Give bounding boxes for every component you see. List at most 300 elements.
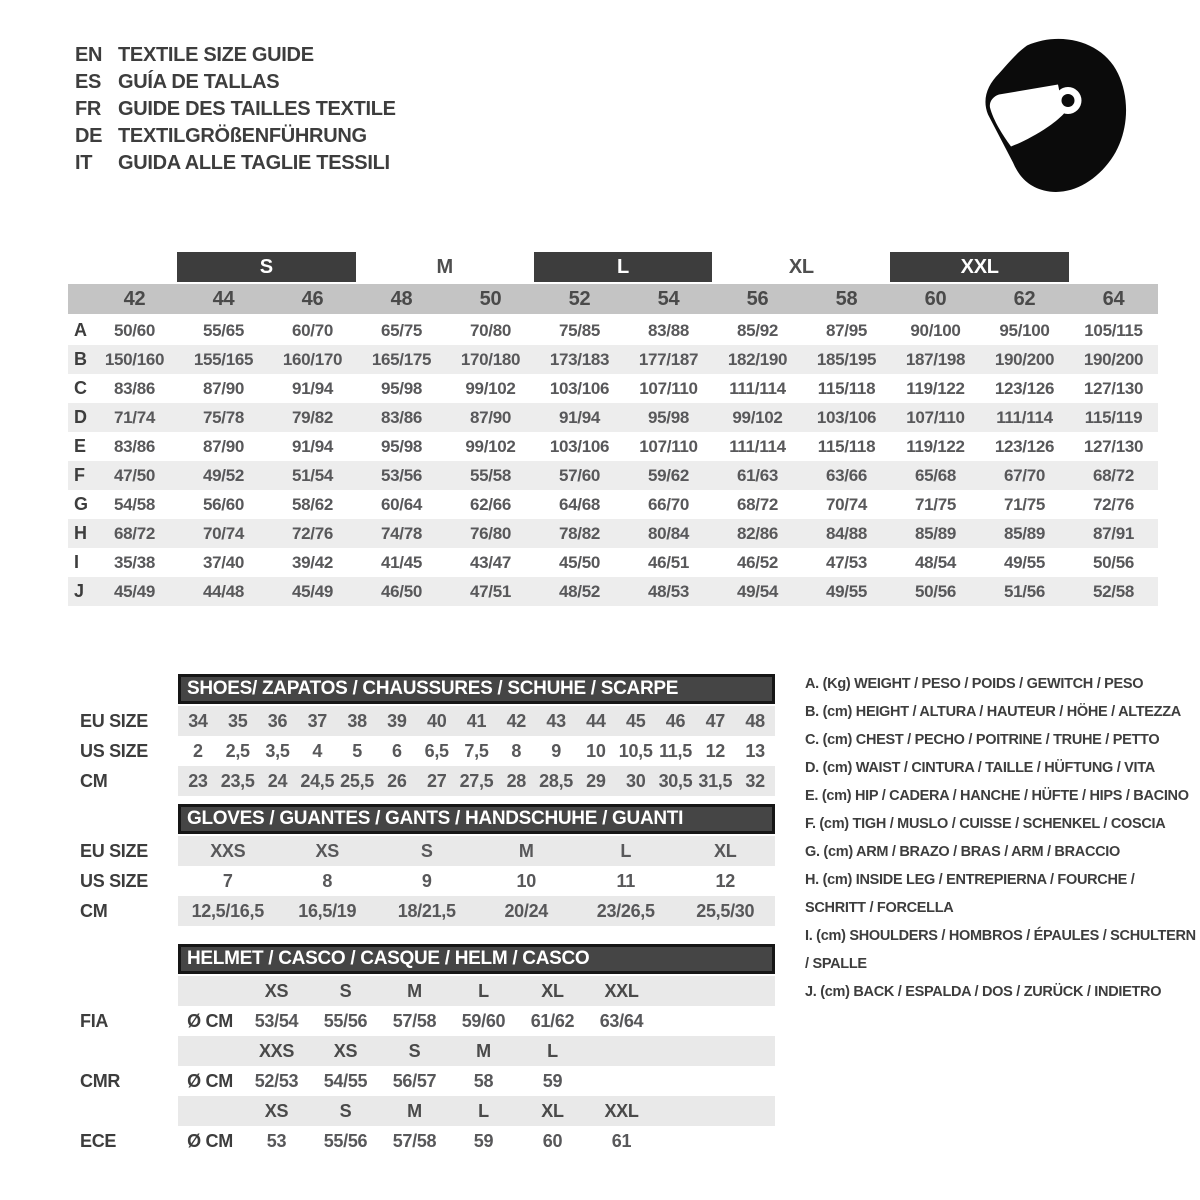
size-value-cell: 72/76 [291, 524, 334, 543]
size-value-cell: 173/183 [549, 350, 610, 369]
legend-item: G. (cm) ARM / BRAZO / BRAS / ARM / BRACCIO [805, 844, 1120, 860]
size-value-cell: 79/82 [291, 408, 334, 427]
legend-item: A. (Kg) WEIGHT / PESO / POIDS / GEWITCH / PESO [805, 676, 1144, 692]
size-value-cell: 52/53 [254, 1071, 299, 1091]
helmet-size-label: XL [541, 1101, 564, 1121]
size-value-cell: 11 [616, 871, 635, 891]
language-title: TEXTILGRÖßENFÜHRUNG [118, 125, 367, 147]
size-value-cell: 44/48 [202, 582, 245, 601]
size-value-cell: 99/102 [465, 379, 516, 398]
size-value-cell: 37 [307, 711, 327, 731]
legend-item: F. (cm) TIGH / MUSLO / CUISSE / SCHENKEL / COSCIA [805, 816, 1166, 832]
size-value-cell: 85/89 [1003, 524, 1046, 543]
row-values [178, 1096, 775, 1126]
size-value-cell: 55/65 [202, 321, 245, 340]
language-code: FR [75, 98, 102, 120]
shoesRows-row-1 [68, 736, 775, 766]
size-value-cell: 8 [322, 871, 333, 891]
main-row-E [68, 432, 1158, 461]
gloves-table-title: GLOVES / GUANTES / GANTS / HANDSCHUHE / GUANTI [178, 804, 775, 834]
size-value-cell: 115/119 [1084, 408, 1143, 427]
size-band-XL: XL [788, 256, 814, 278]
legend-item: I. (cm) SHOULDERS / HOMBROS / ÉPAULES / SCHULTERN / SPALLE [805, 928, 1196, 972]
row-label: EU SIZE [80, 841, 148, 861]
size-value-cell: 44 [586, 711, 606, 731]
unit-spacer [178, 1096, 242, 1126]
measurement-legend [805, 670, 1197, 1006]
language-code: ES [75, 71, 102, 93]
size-value-cell: 58/62 [291, 495, 334, 514]
size-value-cell: 39 [387, 711, 407, 731]
size-value-cell: 52/58 [1092, 582, 1135, 601]
standard-label: FIA [80, 1011, 109, 1031]
size-value-cell: 41 [466, 711, 487, 731]
size-value-cell: 51/54 [291, 466, 334, 485]
size-value-cell: 24,5 [300, 771, 335, 791]
size-value-cell: 123/126 [994, 379, 1055, 398]
helmet-sizes-row-FIA [68, 976, 775, 1006]
helmet-size-label: M [476, 1041, 491, 1061]
size-value-cell: 170/180 [460, 350, 521, 369]
size-value-cell: 7,5 [464, 741, 489, 761]
size-value-cell: 68/72 [736, 495, 779, 514]
helmet-size-label: XXL [604, 981, 639, 1001]
size-value-cell: 71/74 [113, 408, 156, 427]
size-value-cell: 107/110 [639, 379, 698, 398]
size-value-cell: 55/56 [323, 1131, 368, 1151]
size-value-cell: 37/40 [202, 553, 245, 572]
size-value-cell: S [420, 841, 433, 861]
size-value-cell: 71/75 [914, 495, 957, 514]
size-value-cell: 82/86 [736, 524, 779, 543]
size-value-cell: 61 [611, 1131, 632, 1151]
size-value-cell: 48/54 [914, 553, 957, 572]
size-value-cell: 43/47 [469, 553, 512, 572]
size-value-cell: 47/50 [113, 466, 156, 485]
row-values [178, 1036, 775, 1066]
language-title: GUIDA ALLE TAGLIE TESSILI [118, 152, 390, 174]
size-value-cell: 59/62 [647, 466, 690, 485]
numeric-size-label: 54 [657, 288, 680, 310]
row-label: A [74, 320, 87, 340]
size-value-cell: 87/90 [469, 408, 512, 427]
size-value-cell: 46/52 [736, 553, 779, 572]
size-value-cell: 45 [625, 711, 646, 731]
row-label: CM [80, 901, 108, 921]
helmet-size-label: XS [333, 1041, 358, 1061]
language-row [75, 123, 396, 150]
size-value-cell: 83/86 [113, 379, 156, 398]
size-value-cell: 35/38 [113, 553, 156, 572]
diameter-unit-label: Ø CM [187, 1011, 233, 1031]
language-row [75, 42, 396, 69]
row-values [178, 1006, 775, 1036]
language-title: GUÍA DE TALLAS [118, 71, 280, 93]
helmet-size-label: S [408, 1041, 421, 1061]
row-values [178, 766, 775, 796]
size-value-cell: 87/90 [202, 437, 245, 456]
size-value-cell: 115/118 [817, 379, 876, 398]
size-value-cell: 47 [705, 711, 725, 731]
size-value-cell: 72/76 [1092, 495, 1135, 514]
language-row [75, 69, 396, 96]
size-value-cell: 83/88 [647, 321, 690, 340]
row-label: B [74, 349, 87, 369]
size-value-cell: 185/195 [816, 350, 877, 369]
size-value-cell: 91/94 [291, 437, 334, 456]
size-value-cell: 53/56 [380, 466, 423, 485]
size-value-cell: 12 [705, 741, 725, 761]
numeric-size-label: 44 [212, 288, 235, 310]
helmet-size-label: S [339, 981, 352, 1001]
size-value-cell: 56/60 [202, 495, 245, 514]
size-value-cell: 83/86 [380, 408, 423, 427]
size-value-cell: 56/57 [392, 1071, 437, 1091]
size-value-cell: 127/130 [1083, 379, 1144, 398]
language-title-list [75, 42, 396, 177]
helmet-icon [975, 28, 1135, 206]
size-value-cell: 40 [426, 711, 447, 731]
helmet-size-label: L [478, 1101, 489, 1121]
size-value-cell: 2,5 [225, 741, 250, 761]
size-value-cell: 30 [625, 771, 646, 791]
helmet-size-label: XXS [258, 1041, 295, 1061]
helmet-values-row-ECE [68, 1126, 775, 1156]
size-value-cell: 55/58 [469, 466, 512, 485]
size-value-cell: 9 [551, 741, 561, 761]
size-value-cell: 57/60 [558, 466, 601, 485]
size-value-cell: 48 [745, 711, 765, 731]
row-label: E [74, 436, 86, 456]
size-value-cell: 75/78 [202, 408, 245, 427]
size-value-cell: 60 [542, 1131, 563, 1151]
size-value-cell: M [518, 841, 534, 861]
helmet-sizes-row-ECE [68, 1096, 775, 1126]
main-row-B [68, 345, 1158, 374]
size-value-cell: 68/72 [113, 524, 156, 543]
size-value-cell: 10 [516, 871, 536, 891]
size-value-cell: 30,5 [658, 771, 693, 791]
size-value-cell: 47/51 [469, 582, 512, 601]
size-value-cell: 99/102 [732, 408, 783, 427]
size-value-cell: 28,5 [539, 771, 573, 791]
size-value-cell: 9 [421, 871, 432, 891]
size-value-cell: 103/106 [549, 379, 610, 398]
main-row-D [68, 403, 1158, 432]
size-value-cell: 46/50 [380, 582, 423, 601]
legend-item: E. (cm) HIP / CADERA / HANCHE / HÜFTE / HIPS / BACINO [805, 788, 1189, 804]
row-values [178, 896, 775, 926]
size-value-cell: 84/88 [825, 524, 868, 543]
size-value-cell: 7 [222, 871, 233, 891]
size-value-cell: 95/98 [380, 437, 423, 456]
size-value-cell: 28 [506, 771, 526, 791]
size-value-cell: 20/24 [504, 901, 549, 921]
size-value-cell: 50/56 [914, 582, 957, 601]
size-value-cell: 59/60 [461, 1011, 506, 1031]
size-value-cell: 61/63 [736, 466, 779, 485]
language-title: GUIDE DES TAILLES TEXTILE [118, 98, 396, 120]
size-value-cell: 27,5 [459, 771, 494, 791]
size-value-cell: 107/110 [906, 408, 965, 427]
size-value-cell: 187/198 [905, 350, 966, 369]
size-value-cell: 71/75 [1003, 495, 1046, 514]
size-value-cell: 190/200 [994, 350, 1055, 369]
size-value-cell: 95/98 [647, 408, 690, 427]
legend-item: H. (cm) INSIDE LEG / ENTREPIERNA / FOURCHE / SCHRITT / FORCELLA [805, 872, 1135, 916]
size-value-cell: 53/54 [254, 1011, 299, 1031]
size-value-cell: 58 [473, 1071, 494, 1091]
size-value-cell: 160/170 [282, 350, 343, 369]
row-label: H [74, 523, 87, 543]
size-value-cell: 50/56 [1092, 553, 1135, 572]
row-label: F [74, 465, 85, 485]
size-value-cell: 49/55 [825, 582, 868, 601]
numeric-size-row [68, 284, 1158, 314]
size-value-cell: 70/74 [825, 495, 868, 514]
numeric-size-label: 52 [568, 288, 591, 310]
helmet-size-label: M [407, 981, 422, 1001]
helmet-size-label: L [478, 981, 489, 1001]
size-value-cell: 64/68 [558, 495, 601, 514]
size-value-cell: 24 [267, 771, 288, 791]
size-value-cell: 10 [586, 741, 606, 761]
numeric-size-label: 62 [1013, 288, 1036, 310]
size-value-cell: 165/175 [371, 350, 432, 369]
row-label-spacer [68, 1036, 178, 1066]
legend-item: B. (cm) HEIGHT / ALTURA / HAUTEUR / HÖHE / ALTEZZA [805, 704, 1181, 720]
numeric-size-label: 46 [301, 288, 324, 310]
size-value-cell: 190/200 [1083, 350, 1144, 369]
size-value-cell: 10,5 [618, 741, 653, 761]
size-value-cell: 42 [506, 711, 526, 731]
main-row-H [68, 519, 1158, 548]
size-value-cell: 95/100 [999, 321, 1050, 340]
size-value-cell: 75/85 [558, 321, 601, 340]
size-value-cell: 63/64 [599, 1011, 644, 1031]
size-value-cell: 182/190 [727, 350, 788, 369]
row-label: G [74, 494, 88, 514]
size-value-cell: 103/106 [549, 437, 610, 456]
size-value-cell: 23/26,5 [596, 901, 655, 921]
size-value-cell: XL [714, 841, 737, 861]
main-row-J [68, 577, 1158, 606]
row-values [178, 736, 775, 766]
row-label: CM [80, 771, 108, 791]
size-value-cell: 66/70 [647, 495, 690, 514]
size-value-cell: 47/53 [825, 553, 868, 572]
legend-item: J. (cm) BACK / ESPALDA / DOS / ZURÜCK / INDIETRO [805, 984, 1162, 1000]
size-band-M: M [436, 256, 453, 278]
size-value-cell: 6,5 [424, 741, 449, 761]
size-value-cell: 87/91 [1092, 524, 1135, 543]
numeric-size-label: 64 [1102, 288, 1125, 310]
size-value-cell: 53 [266, 1131, 287, 1151]
main-row-G [68, 490, 1158, 519]
row-label: J [74, 581, 84, 601]
size-value-cell: 3,5 [265, 741, 290, 761]
row-label: EU SIZE [80, 711, 148, 731]
size-band-XXL: XXL [890, 252, 1068, 282]
size-value-cell: 8 [511, 741, 522, 761]
size-value-cell: 16,5/19 [298, 901, 357, 921]
language-code: DE [75, 125, 103, 147]
row-values [178, 1126, 775, 1156]
main-row-A [68, 316, 1158, 345]
size-value-cell: 65/68 [914, 466, 957, 485]
diameter-unit-label: Ø CM [187, 1131, 233, 1151]
size-value-cell: 49/55 [1003, 553, 1046, 572]
numeric-size-label: 50 [479, 288, 502, 310]
size-value-cell: 49/52 [202, 466, 245, 485]
standard-label: CMR [80, 1071, 121, 1091]
numeric-size-label: 58 [835, 288, 858, 310]
size-value-cell: 85/89 [914, 524, 957, 543]
row-label: D [74, 407, 87, 427]
unit-spacer [178, 1036, 242, 1066]
glovesRows-row-2 [68, 896, 775, 926]
legend-item: D. (cm) WAIST / CINTURA / TAILLE / HÜFTUNG / VITA [805, 760, 1155, 776]
size-value-cell: 45/49 [113, 582, 156, 601]
main-row-F [68, 461, 1158, 490]
size-value-cell: 90/100 [910, 321, 961, 340]
size-value-cell: 45/50 [558, 553, 601, 572]
size-value-cell: 62/66 [469, 495, 512, 514]
helmet-size-label: XL [541, 981, 564, 1001]
size-value-cell: 59 [473, 1131, 494, 1151]
size-value-cell: 25,5/30 [696, 901, 755, 921]
glovesRows-row-0 [68, 836, 775, 866]
size-value-cell: 63/66 [825, 466, 868, 485]
size-value-cell: 34 [188, 711, 208, 731]
helmet-values-row-FIA [68, 1006, 775, 1036]
size-value-cell: 23,5 [220, 771, 255, 791]
size-value-cell: 59 [542, 1071, 563, 1091]
size-value-cell: 39/42 [291, 553, 334, 572]
helmet-size-label: XS [264, 981, 289, 1001]
size-value-cell: 57/58 [392, 1131, 437, 1151]
shoesRows-row-0 [68, 706, 775, 736]
size-value-cell: 46/51 [647, 553, 690, 572]
size-value-cell: 38 [347, 711, 367, 731]
row-values [178, 976, 775, 1006]
size-band-row [88, 252, 1158, 282]
legend-item: C. (cm) CHEST / PECHO / POITRINE / TRUHE / PETTO [805, 732, 1160, 748]
size-value-cell: 29 [586, 771, 606, 791]
size-value-cell: 70/74 [202, 524, 245, 543]
helmet-size-label: L [547, 1041, 558, 1061]
size-value-cell: 103/106 [816, 408, 877, 427]
size-value-cell: 48/52 [558, 582, 601, 601]
language-title: TEXTILE SIZE GUIDE [118, 44, 314, 66]
language-code: EN [75, 44, 103, 66]
size-value-cell: 150/160 [104, 350, 165, 369]
size-value-cell: 46 [665, 711, 686, 731]
size-value-cell: 55/56 [323, 1011, 368, 1031]
size-value-cell: 119/122 [906, 379, 965, 398]
size-value-cell: 41/45 [380, 553, 423, 572]
numeric-size-label: 42 [123, 288, 146, 310]
row-values [178, 706, 775, 736]
size-value-cell: 65/75 [380, 321, 423, 340]
size-value-cell: 45/49 [291, 582, 334, 601]
size-value-cell: 74/78 [380, 524, 423, 543]
size-value-cell: 57/58 [392, 1011, 437, 1031]
row-label: I [74, 552, 79, 572]
size-value-cell: 119/122 [906, 437, 965, 456]
numeric-size-label: 56 [746, 288, 769, 310]
size-value-cell: 80/84 [647, 524, 690, 543]
size-value-cell: 50/60 [113, 321, 156, 340]
size-value-cell: 18/21,5 [397, 901, 456, 921]
size-value-cell: 70/80 [469, 321, 512, 340]
language-row [75, 96, 396, 123]
helmet-size-label: M [407, 1101, 422, 1121]
size-value-cell: 127/130 [1083, 437, 1144, 456]
size-value-cell: 99/102 [465, 437, 516, 456]
visor-pivot-dot [1062, 94, 1075, 107]
numeric-size-spacer [68, 284, 90, 314]
size-value-cell: 107/110 [639, 437, 698, 456]
helmet-sizes-row-CMR [68, 1036, 775, 1066]
row-values [178, 866, 775, 896]
size-value-cell: 177/187 [638, 350, 699, 369]
size-band-L: L [534, 252, 712, 282]
glovesRows-row-1 [68, 866, 775, 896]
size-value-cell: 60/64 [380, 495, 423, 514]
row-values [178, 836, 775, 866]
row-label: C [74, 378, 87, 398]
size-value-cell: XS [315, 841, 339, 861]
size-value-cell: 54/58 [113, 495, 156, 514]
size-value-cell: 155/165 [193, 350, 254, 369]
size-value-cell: 12 [715, 871, 735, 891]
size-value-cell: 85/92 [736, 321, 779, 340]
size-value-cell: 95/98 [380, 379, 423, 398]
size-value-cell: 111/114 [996, 408, 1053, 427]
size-value-cell: 111/114 [729, 379, 786, 398]
size-value-cell: 23 [188, 771, 208, 791]
row-label-spacer [68, 976, 178, 1006]
size-value-cell: 60/70 [291, 321, 334, 340]
numeric-size-label: 48 [390, 288, 413, 310]
size-value-cell: 31,5 [698, 771, 733, 791]
size-value-cell: 87/95 [825, 321, 868, 340]
main-row-I [68, 548, 1158, 577]
helmet-table-title: HELMET / CASCO / CASQUE / HELM / CASCO [178, 944, 775, 974]
size-value-cell: 49/54 [736, 582, 779, 601]
size-value-cell: 61/62 [530, 1011, 575, 1031]
size-value-cell: L [620, 841, 632, 861]
size-value-cell: 11,5 [659, 741, 692, 761]
helmet-size-label: XS [264, 1101, 289, 1121]
helmet-values-row-CMR [68, 1066, 775, 1096]
size-value-cell: 48/53 [647, 582, 690, 601]
language-code: IT [75, 152, 93, 174]
size-value-cell: 12,5/16,5 [191, 901, 264, 921]
size-value-cell: 36 [267, 711, 288, 731]
size-value-cell: 83/86 [113, 437, 156, 456]
size-value-cell: 105/115 [1084, 321, 1143, 340]
size-value-cell: 13 [745, 741, 765, 761]
row-label: US SIZE [80, 871, 148, 891]
size-value-cell: 32 [745, 771, 765, 791]
main-row-C [68, 374, 1158, 403]
row-label-spacer [68, 1096, 178, 1126]
size-value-cell: 68/72 [1092, 466, 1135, 485]
size-value-cell: 5 [352, 741, 362, 761]
body-measurement-table [68, 316, 1158, 606]
